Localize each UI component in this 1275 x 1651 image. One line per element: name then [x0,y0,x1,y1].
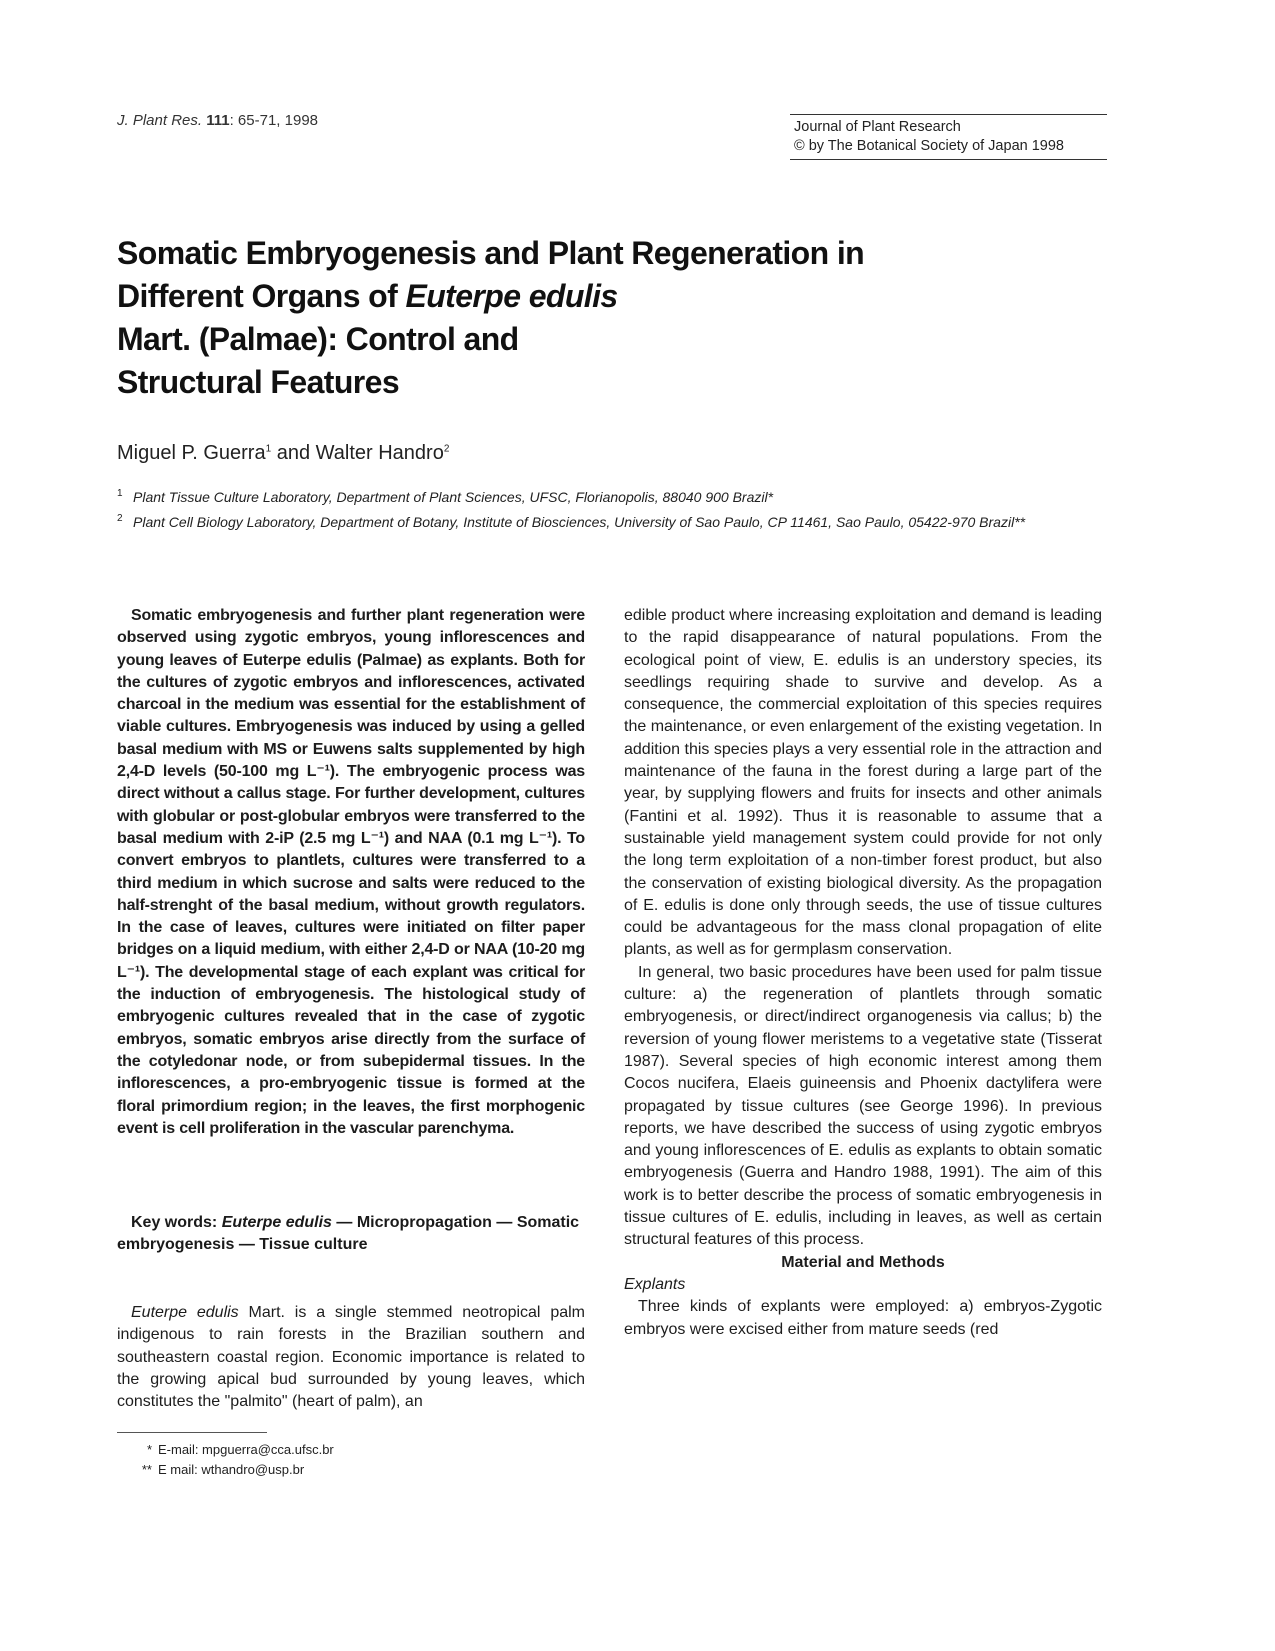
keywords-species: Euterpe edulis [221,1214,332,1231]
citation-journal: J. Plant Res. [117,112,203,129]
footnote-1-email: E-mail: mpguerra@cca.ufsc.br [158,1442,334,1457]
intro-paragraph-1: Euterpe edulis Mart. is a single stemmed neotropical palm indigenous to rain forests in the Brazilian southern and southeastern coastal region. Economic importance is related to the growing apical bud surrounded by young leaves, which constitutes the "palmito" (heart of palm), an [117,1304,585,1411]
affiliation-2 [117,512,1107,532]
intro-left [117,1302,585,1413]
affiliation-1 [117,487,1107,507]
keywords-label: Key words: [131,1214,222,1231]
abstract [117,605,585,1140]
author-2-mark: 2 [443,443,450,455]
title-line-4: Structural Features [117,364,400,400]
title-line-3: Mart. (Palmae): Control and [117,321,519,357]
copyright-notice: © by The Botanical Society of Japan 1998 [794,138,1064,154]
footnote-2: ** E mail: wthandro@usp.br [141,1462,305,1477]
title-line-2: Different Organs of Euterpe edulis [117,278,618,314]
keywords-rest: — Micropropagation — Somatic embryogenesis — Tissue culture [117,1214,580,1254]
keywords [117,1212,585,1257]
intro-species: Euterpe edulis [131,1304,239,1321]
footnote-2-email: E mail: wthandro@usp.br [158,1462,305,1477]
journal-box [790,114,1107,160]
title-species: Euterpe edulis [405,278,618,314]
author-1: Miguel P. Guerra [117,442,266,464]
author-1-mark: 1 [265,443,272,455]
footnote-1: * E-mail: mpguerra@cca.ufsc.br [146,1442,334,1457]
intro-paragraph-3: In general, two basic procedures have been used for palm tissue culture: a) the regeneration of plantlets through somatic embryogenesis, or direct/indirect organogenesis via callus; b) the reversion of young flower meristems to a vegetative state (Tisserat 1987). Several species of high economic interest among them Cocos nucifera, Elaeis guineensis and Phoenix dactylifera were propagated by tissue cultures (see George 1996). In previous reports, we have described the success of using zygotic embryos and young inflorescences of E. edulis as explants to obtain somatic embryogenesis (Guerra and Handro 1988, 1991). The aim of this work is to better describe the process of somatic embryogenesis in tissue cultures of E. edulis, including in leaves, as well as certain structural features of this process. [624,963,1102,1249]
citation [117,112,318,129]
affiliation-2-mark: 2 [117,513,123,524]
citation-pages: : 65-71, 1998 [229,112,318,129]
footnote-divider [117,1432,267,1433]
citation-volume: 111 [206,112,230,129]
right-column [624,605,1102,1341]
journal-name: Journal of Plant Research [794,119,961,135]
subheading-explants: Explants [624,1275,686,1293]
section-heading-methods: Material and Methods [781,1253,945,1271]
affiliation-1-text: Plant Tissue Culture Laboratory, Department of Plant Sciences, UFSC, Florianopolis, 88040 900 Brazil* [133,489,774,505]
paper-title [117,232,917,404]
affiliation-1-mark: 1 [117,488,123,499]
intro-paragraph-2: edible product where increasing exploitation and demand is leading to the rapid disappearance of natural populations. From the ecological point of view, E. edulis is an understory species, its seedlings requiring shade to survive and develop. As a consequence, the commercial exploitation of this species requires the maintenance, or even enlargement of the existing vegetation. In addition this species plays a very essential role in the attraction and maintenance of the fauna in the forest during a large part of the year, by supplying flowers and fruits for insects and other animals (Fantini et al. 1992). Thus it is reasonable to assume that a sustainable yield management system could provide for not only the long term exploitation of a non-timber forest product, but also the conservation of existing biological diversity. As the propagation of E. edulis is done only through seeds, the use of tissue cultures could be advantageous for the mass clonal propagation of elite plants, as well as for germplasm conservation. [624,607,1102,959]
methods-paragraph-1: Three kinds of explants were employed: a) embryos-Zygotic embryos were excised either from mature seeds (red [624,1298,1102,1338]
author-list: Miguel P. Guerra$^1$ and Walter Handro$^2$ [117,442,450,464]
author-2: Walter Handro [315,442,444,464]
title-line-1: Somatic Embryogenesis and Plant Regeneration in [117,235,865,271]
abstract-text: Somatic embryogenesis and further plant regeneration were observed using zygotic embryos, young inflorescences and young leaves of Euterpe edulis (Palmae) as explants. Both for the cultures of zygotic embryos and inflorescences, activated charcoal in the medium was essential for the establishment of viable cultures. Embryogenesis was induced by using a gelled basal medium with MS or Euwens salts supplemented by high 2,4-D levels (50-100 mg L⁻¹). The embryogenic process was direct without a callus stage. For further development, cultures with globular or post-globular embryos were transferred to the basal medium with 2-iP (2.5 mg L⁻¹) and NAA (0.1 mg L⁻¹). To convert embryos to plantlets, cultures were transferred to a third medium in which sucrose and salts were reduced to the half-strenght of the basal medium, without growth regulators. In the case of leaves, cultures were initiated on filter paper bridges on a liquid medium, with either 2,4-D or NAA (10-20 mg L⁻¹). The developmental stage of each explant was critical for the induction of embryogenesis. The histological study of embryogenic cultures revealed that in the case of zygotic embryos, somatic embryos arise directly from the surface of the cotyledonar node, or from subepidermal tissues. In the inflorescences, a pro-embryogenic tissue is formed at the floral primordium region; in the leaves, the first morphogenic event is cell proliferation in the vascular parenchyma. [117,607,585,1137]
footnotes [130,1440,334,1480]
affiliation-2-text: Plant Cell Biology Laboratory, Department of Botany, Institute of Biosciences, University of Sao Paulo, CP 11461, Sao Paulo, 05422-970 Brazil** [133,514,1026,530]
